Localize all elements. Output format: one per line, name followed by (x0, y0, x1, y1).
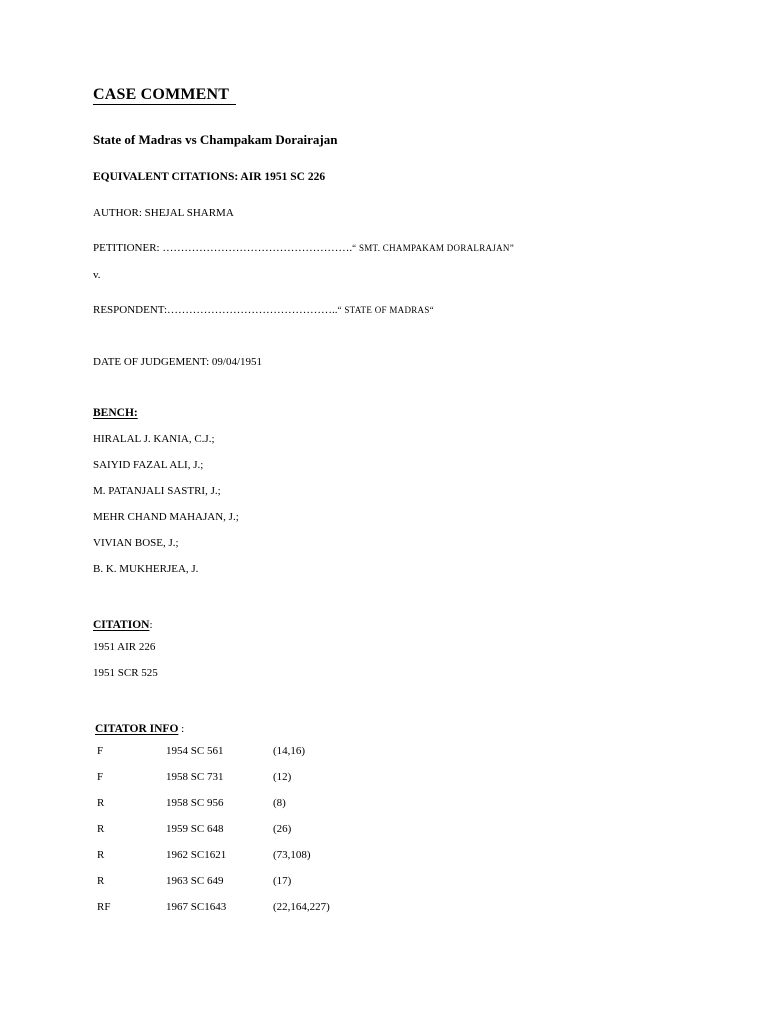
respondent-label: RESPONDENT:……………………………………….. (93, 304, 338, 316)
citator-paras: (8) (273, 797, 286, 809)
bench-judge: SAIYID FAZAL ALI, J.; (93, 459, 204, 471)
citator-code: F (97, 745, 104, 757)
petitioner-name: “ SMT. CHAMPAKAM DORALRAJAN” (352, 243, 515, 253)
citator-code: R (97, 849, 105, 861)
petitioner-label: PETITIONER: ……………………………………………. (93, 242, 353, 254)
citator-paras: (14,16) (273, 745, 306, 757)
bench-heading: BENCH: (93, 407, 138, 419)
citator-ref: 1954 SC 561 (166, 745, 224, 757)
equivalent-citations: EQUIVALENT CITATIONS: AIR 1951 SC 226 (93, 171, 326, 183)
respondent-line (93, 304, 434, 316)
bench-judge: VIVIAN BOSE, J.; (93, 537, 179, 549)
citation-heading-line (93, 615, 153, 633)
bench-judge: HIRALAL J. KANIA, C.J.; (93, 433, 215, 445)
citator-code: RF (97, 901, 111, 913)
citator-code: R (97, 797, 105, 809)
citator-ref: 1958 SC 731 (166, 771, 224, 783)
citation-item: 1951 AIR 226 (93, 641, 156, 653)
case-name: State of Madras vs Champakam Dorairajan (93, 132, 338, 147)
citation-colon: : (149, 619, 153, 631)
citator-heading: CITATOR INFO (95, 723, 179, 735)
citator-paras: (73,108) (273, 849, 311, 861)
versus-text: v. (93, 269, 101, 281)
citator-code: R (97, 823, 105, 835)
respondent-name: “ STATE OF MADRAS“ (337, 305, 434, 315)
petitioner-line (93, 242, 514, 254)
author-line: AUTHOR: SHEJAL SHARMA (93, 207, 234, 219)
bench-judge: M. PATANJALI SASTRI, J.; (93, 485, 221, 497)
judgement-date: DATE OF JUDGEMENT: 09/04/1951 (93, 356, 263, 368)
citator-paras: (17) (273, 875, 292, 887)
citator-ref: 1967 SC1643 (166, 901, 227, 913)
citator-ref: 1963 SC 649 (166, 875, 224, 887)
citator-paras: (22,164,227) (273, 901, 330, 913)
citator-code: F (97, 771, 104, 783)
citation-item: 1951 SCR 525 (93, 667, 158, 679)
title-underline (93, 104, 236, 105)
citator-colon: : (178, 723, 185, 735)
page-title: CASE COMMENT (93, 86, 230, 103)
bench-judge: MEHR CHAND MAHAJAN, J.; (93, 511, 239, 523)
citator-heading-line (95, 719, 184, 737)
citator-ref: 1959 SC 648 (166, 823, 224, 835)
citator-paras: (12) (273, 771, 292, 783)
citator-paras: (26) (273, 823, 292, 835)
citator-ref: 1962 SC1621 (166, 849, 227, 861)
citation-heading: CITATION (93, 619, 150, 631)
citator-ref: 1958 SC 956 (166, 797, 224, 809)
bench-judge: B. K. MUKHERJEA, J. (93, 563, 199, 575)
citator-code: R (97, 875, 105, 887)
